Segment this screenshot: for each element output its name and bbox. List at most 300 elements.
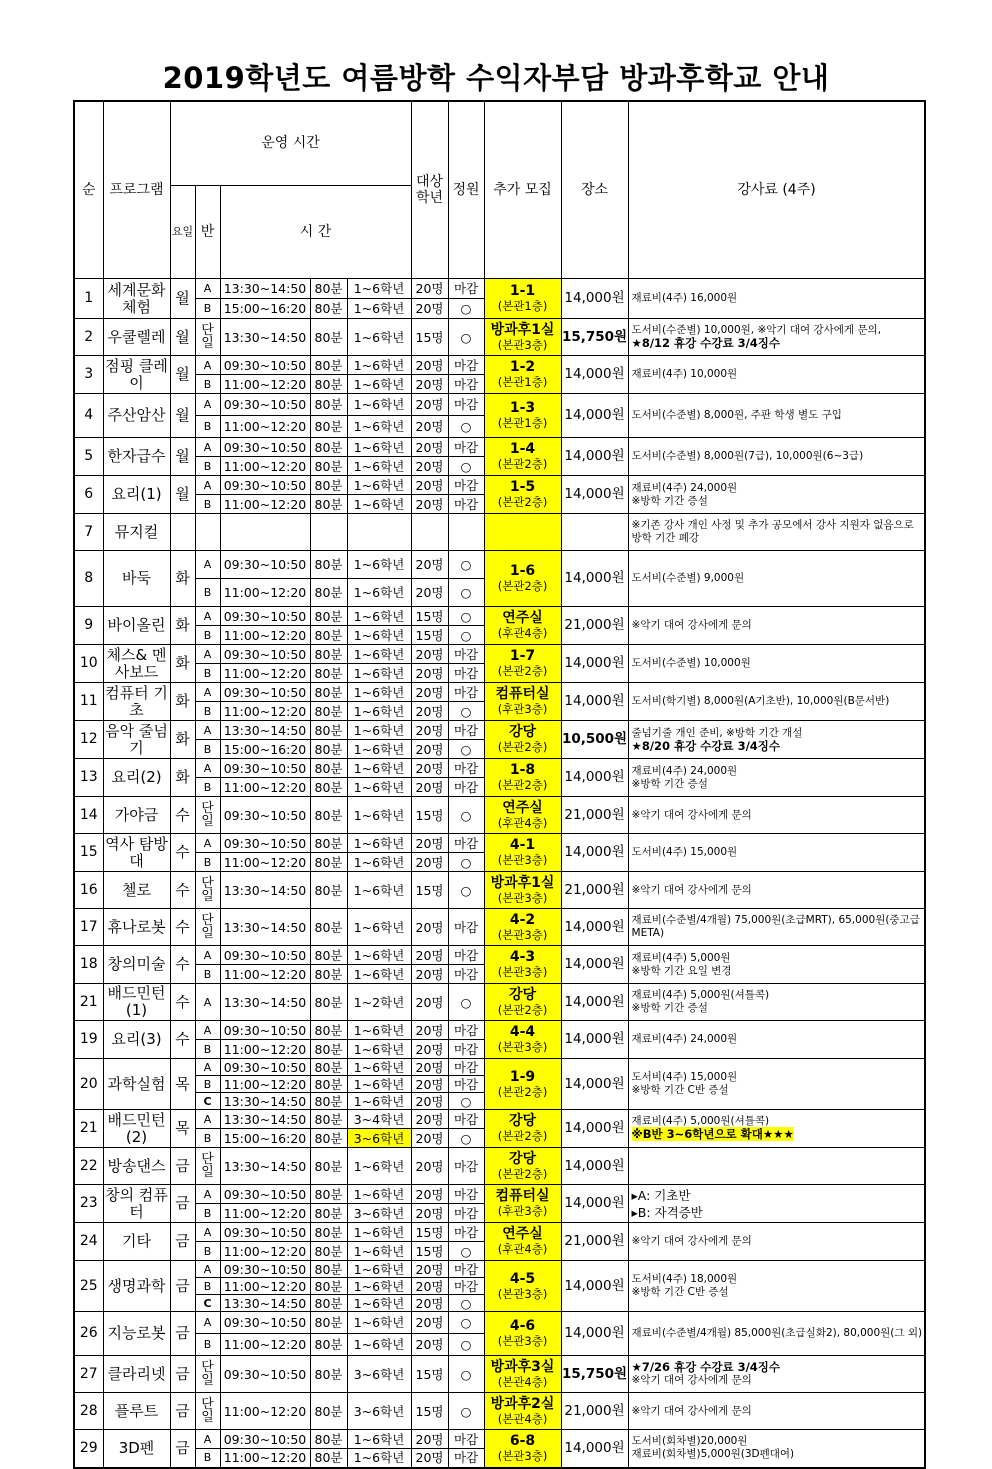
- notes-cell: [628, 1356, 925, 1393]
- time-range: 13:30~14:50: [220, 909, 310, 946]
- extra-recruit-status: 마감: [448, 495, 484, 514]
- capacity: 20명: [411, 664, 448, 683]
- target-grade: 1~6학년: [347, 279, 411, 299]
- location: [484, 1148, 561, 1185]
- program-number: 6: [74, 476, 103, 514]
- target-grade: 1~6학년: [347, 457, 411, 476]
- time-range: 09:30~10:50: [220, 834, 310, 853]
- location-room: 연주실: [502, 1226, 543, 1242]
- time-range: 13:30~14:50: [220, 872, 310, 909]
- class-label: A: [195, 438, 220, 457]
- capacity: 20명: [411, 416, 448, 438]
- table-row: [74, 834, 925, 853]
- target-grade: 1~2학년: [347, 984, 411, 1021]
- instructor-fee: 21,000원: [561, 1223, 628, 1261]
- program-name: 방송댄스: [103, 1148, 170, 1185]
- program-name: 배드민턴 (2): [103, 1110, 170, 1148]
- duration: 80분: [310, 356, 347, 375]
- extra-recruit-status: 마감: [448, 1449, 484, 1468]
- target-grade: 1~6학년: [347, 1261, 411, 1278]
- program-day: 수: [170, 1021, 195, 1059]
- time-range: 11:00~12:20: [220, 375, 310, 394]
- program-number: 3: [74, 356, 103, 394]
- class-label: B: [195, 457, 220, 476]
- time-range: 09:30~10:50: [220, 1185, 310, 1204]
- program-name: 플루트: [103, 1393, 170, 1430]
- target-grade: 1~6학년: [347, 607, 411, 626]
- location-room: 강당: [508, 1150, 537, 1167]
- class-label: B: [195, 495, 220, 514]
- location-building: (본관3층): [497, 853, 548, 867]
- class-label: B: [195, 1278, 220, 1295]
- target-grade: 1~6학년: [347, 438, 411, 457]
- target-grade: 1~6학년: [347, 834, 411, 853]
- duration: 80분: [310, 740, 347, 759]
- program-name: 생명과학: [103, 1261, 170, 1312]
- class-label: A: [195, 1223, 220, 1242]
- extra-recruit-status: ○: [448, 702, 484, 721]
- location-building: (본관1층): [497, 416, 548, 430]
- location: [484, 683, 561, 721]
- note-line: 재료비(4주) 5,000원(셔틀콕): [631, 989, 770, 1001]
- capacity: 20명: [411, 909, 448, 946]
- header-program: 프로그램: [103, 101, 170, 279]
- table-row: [74, 1312, 925, 1334]
- capacity: 20명: [411, 1148, 448, 1185]
- time-range: 11:00~12:20: [220, 1204, 310, 1223]
- extra-recruit-status: ○: [448, 872, 484, 909]
- program-name: 역사 탐방대: [103, 834, 170, 872]
- time-range: 09:30~10:50: [220, 683, 310, 702]
- note-line: 도서비(4주) 15,000원: [631, 846, 738, 858]
- notes-cell: [628, 514, 925, 551]
- class-label: A: [195, 476, 220, 495]
- class-label: B: [195, 1129, 220, 1148]
- location-room: 1-9: [509, 1068, 536, 1085]
- notes-cell: [628, 1021, 925, 1059]
- duration: 80분: [310, 1261, 347, 1278]
- program-number: 27: [74, 1356, 103, 1393]
- target-grade: 1~6학년: [347, 853, 411, 872]
- location-building: (본관1층): [497, 375, 548, 389]
- duration: 80분: [310, 1093, 347, 1110]
- note-line: 재료비(4주) 5,000원(셔틀콕): [631, 1115, 770, 1127]
- capacity: 20명: [411, 375, 448, 394]
- location: [484, 946, 561, 984]
- location-building: (본관3층): [497, 1448, 548, 1463]
- duration: 80분: [310, 1021, 347, 1040]
- class-label: B: [195, 1334, 220, 1356]
- location-building: (본관3층): [497, 1334, 548, 1348]
- program-number: 15: [74, 834, 103, 872]
- notes-cell: [628, 1261, 925, 1312]
- program-day: 금: [170, 1185, 195, 1223]
- class-label: B: [195, 626, 220, 645]
- capacity: 20명: [411, 1449, 448, 1468]
- location-building: (본관2층): [497, 664, 548, 678]
- duration: 80분: [310, 1334, 347, 1356]
- target-grade: 1~6학년: [347, 797, 411, 834]
- program-day: 금: [170, 1356, 195, 1393]
- capacity: 20명: [411, 457, 448, 476]
- target-grade: 3~6학년: [347, 1393, 411, 1430]
- location: [484, 645, 561, 683]
- capacity: 20명: [411, 853, 448, 872]
- table-body: [74, 279, 925, 1468]
- time-range: 11:00~12:20: [220, 1040, 310, 1059]
- target-grade: 1~6학년: [347, 579, 411, 607]
- time-range: 09:30~10:50: [220, 1059, 310, 1076]
- class-label: A: [195, 759, 220, 778]
- location: [484, 607, 561, 645]
- extra-recruit-status: 마감: [448, 965, 484, 984]
- capacity: [411, 514, 448, 551]
- program-day: 화: [170, 721, 195, 759]
- note-line: ★8/20 휴강 수강료 3/4징수: [631, 738, 781, 753]
- time-range: 13:30~14:50: [220, 1148, 310, 1185]
- extra-recruit-status: 마감: [448, 909, 484, 946]
- table-row: [74, 551, 925, 579]
- duration: 80분: [310, 1076, 347, 1093]
- table-row: [74, 1430, 925, 1449]
- location: [484, 1110, 561, 1148]
- location-building: (본관4층): [497, 1411, 548, 1426]
- time-range: 11:00~12:20: [220, 1393, 310, 1430]
- capacity: 20명: [411, 759, 448, 778]
- location-room: 1-8: [509, 762, 536, 778]
- extra-recruit-status: 마감: [448, 375, 484, 394]
- header-capacity: 정원: [448, 101, 484, 279]
- time-range: 11:00~12:20: [220, 495, 310, 514]
- instructor-fee: 14,000원: [561, 759, 628, 797]
- instructor-fee: 14,000원: [561, 1185, 628, 1223]
- note-line: ※악기 대여 강사에게 문의: [631, 1404, 752, 1417]
- class-label: B: [195, 299, 220, 319]
- capacity: 20명: [411, 721, 448, 740]
- program-number: 12: [74, 721, 103, 759]
- location-building: (후관3층): [497, 1204, 548, 1218]
- capacity: 20명: [411, 1059, 448, 1076]
- capacity: 20명: [411, 1430, 448, 1449]
- capacity: 15명: [411, 1223, 448, 1242]
- duration: 80분: [310, 1356, 347, 1393]
- capacity: 20명: [411, 683, 448, 702]
- duration: 80분: [310, 664, 347, 683]
- program-day: 금: [170, 1223, 195, 1261]
- time-range: 13:30~14:50: [220, 279, 310, 299]
- table-row: [74, 759, 925, 778]
- location: [484, 279, 561, 319]
- duration: 80분: [310, 1278, 347, 1295]
- time-range: 11:00~12:20: [220, 778, 310, 797]
- program-name: 지능로봇: [103, 1312, 170, 1356]
- program-day: 금: [170, 1430, 195, 1468]
- instructor-fee: 21,000원: [561, 1393, 628, 1430]
- table-row: [74, 1356, 925, 1393]
- class-label: A: [195, 645, 220, 664]
- table-row: [74, 1223, 925, 1242]
- capacity: 20명: [411, 438, 448, 457]
- extra-recruit-status: ○: [448, 1242, 484, 1261]
- program-number: 7: [74, 514, 103, 551]
- target-grade: 1~6학년: [347, 721, 411, 740]
- time-range: 09:30~10:50: [220, 607, 310, 626]
- duration: 80분: [310, 834, 347, 853]
- program-name: 세계문화 체험: [103, 279, 170, 319]
- instructor-fee: 14,000원: [561, 356, 628, 394]
- table-row: [74, 984, 925, 1021]
- note-line: 도서비(수준별) 9,000원: [631, 572, 745, 584]
- program-name: 3D펜: [103, 1430, 170, 1468]
- class-label: A: [195, 1110, 220, 1129]
- capacity: 15명: [411, 1242, 448, 1261]
- time-range: 11:00~12:20: [220, 416, 310, 438]
- time-range: 11:00~12:20: [220, 579, 310, 607]
- location-room: 방과후2실: [490, 1395, 555, 1412]
- note-line: ※방학 기간 C반 증설: [631, 1286, 729, 1298]
- capacity: 15명: [411, 1356, 448, 1393]
- target-grade: 1~6학년: [347, 1185, 411, 1204]
- time-range: 11:00~12:20: [220, 626, 310, 645]
- note-line: ▸B: 자격증반: [631, 1204, 703, 1220]
- notes-cell: [628, 438, 925, 476]
- target-grade: 1~6학년: [347, 702, 411, 721]
- extra-recruit-status: ○: [448, 1393, 484, 1430]
- program-name: 체스& 멘사보드: [103, 645, 170, 683]
- capacity: 20명: [411, 778, 448, 797]
- instructor-fee: 14,000원: [561, 551, 628, 607]
- location: [484, 759, 561, 797]
- extra-recruit-status: ○: [448, 1312, 484, 1334]
- location: [484, 1312, 561, 1356]
- time-range: 11:00~12:20: [220, 1242, 310, 1261]
- instructor-fee: 10,500원: [561, 721, 628, 759]
- duration: 80분: [310, 1148, 347, 1185]
- class-label: [195, 797, 220, 834]
- class-label: B: [195, 740, 220, 759]
- class-label: [195, 909, 220, 946]
- location-building: (본관3층): [497, 337, 548, 352]
- duration: 80분: [310, 1242, 347, 1261]
- target-grade: 1~6학년: [347, 1449, 411, 1468]
- location: [484, 1223, 561, 1261]
- time-range: 09:30~10:50: [220, 759, 310, 778]
- target-grade: 1~6학년: [347, 416, 411, 438]
- location-room: 4-6: [509, 1318, 536, 1334]
- duration: 80분: [310, 1110, 347, 1129]
- duration: 80분: [310, 626, 347, 645]
- table-row: [74, 909, 925, 946]
- duration: 80분: [310, 579, 347, 607]
- extra-recruit-status: 마감: [448, 1430, 484, 1449]
- location-room: 1-7: [509, 648, 536, 664]
- time-range: 11:00~12:20: [220, 664, 310, 683]
- location: [484, 721, 561, 759]
- target-grade: 1~6학년: [347, 1021, 411, 1040]
- location-room: 4-4: [509, 1024, 536, 1040]
- program-day: 월: [170, 279, 195, 319]
- location-room: 1-5: [509, 479, 536, 495]
- notes-cell: [628, 1430, 925, 1468]
- duration: 80분: [310, 1430, 347, 1449]
- time-range: 09:30~10:50: [220, 1312, 310, 1334]
- capacity: 20명: [411, 579, 448, 607]
- program-number: 29: [74, 1430, 103, 1468]
- target-grade: 1~6학년: [347, 645, 411, 664]
- program-name: 음악 줄넘기: [103, 721, 170, 759]
- class-label-text: 단일: [201, 913, 214, 941]
- location-room: 4-2: [509, 911, 536, 928]
- duration: 80분: [310, 872, 347, 909]
- location-room: 4-5: [509, 1270, 536, 1287]
- program-number: 21: [74, 1110, 103, 1148]
- instructor-fee: 21,000원: [561, 872, 628, 909]
- duration: [310, 514, 347, 551]
- program-number: 11: [74, 683, 103, 721]
- table-row: [74, 645, 925, 664]
- capacity: 20명: [411, 740, 448, 759]
- time-range: 13:30~14:50: [220, 721, 310, 740]
- capacity: 20명: [411, 834, 448, 853]
- notes-cell: [628, 356, 925, 394]
- capacity: 20명: [411, 1040, 448, 1059]
- program-day: [170, 514, 195, 551]
- class-label-text: 단일: [201, 876, 214, 904]
- instructor-fee: 21,000원: [561, 607, 628, 645]
- capacity: 20명: [411, 551, 448, 579]
- duration: 80분: [310, 778, 347, 797]
- target-grade: 1~6학년: [347, 1059, 411, 1076]
- program-number: 16: [74, 872, 103, 909]
- note-line: 재료비(4주) 5,000원: [631, 951, 731, 964]
- extra-recruit-status: 마감: [448, 834, 484, 853]
- target-grade: 1~6학년: [347, 1040, 411, 1059]
- duration: 80분: [310, 457, 347, 476]
- duration: 80분: [310, 299, 347, 319]
- table-header: [74, 101, 925, 279]
- program-day: 수: [170, 909, 195, 946]
- program-name: 뮤지컬: [103, 514, 170, 551]
- program-number: 26: [74, 1312, 103, 1356]
- program-name: 컴퓨터 기초: [103, 683, 170, 721]
- duration: 80분: [310, 1185, 347, 1204]
- time-range: 09:30~10:50: [220, 1223, 310, 1242]
- instructor-fee: 14,000원: [561, 476, 628, 514]
- instructor-fee: 21,000원: [561, 797, 628, 834]
- location-room: 4-3: [509, 949, 536, 965]
- class-label: C: [195, 1295, 220, 1312]
- target-grade: 1~6학년: [347, 1334, 411, 1356]
- location: [484, 1261, 561, 1312]
- program-number: 4: [74, 394, 103, 438]
- program-name: 첼로: [103, 872, 170, 909]
- class-label: A: [195, 683, 220, 702]
- note-highlight: ※B반 3~6학년으로 확대★★★: [631, 1127, 794, 1141]
- header-time: 시 간: [220, 185, 411, 278]
- notes-cell: [628, 1393, 925, 1430]
- note-line: ※악기 대여 강사에게 문의: [631, 619, 752, 631]
- extra-recruit-status: 마감: [448, 1059, 484, 1076]
- program-day: 금: [170, 1261, 195, 1312]
- location-building: (후관4층): [497, 815, 548, 830]
- extra-recruit-status: ○: [448, 626, 484, 645]
- location-room: 1-4: [509, 441, 536, 457]
- page-title: 2019학년도 여름방학 수익자부담 방과후학교 안내: [162, 61, 830, 95]
- duration: 80분: [310, 909, 347, 946]
- class-label: A: [195, 551, 220, 579]
- header-no: 순: [74, 101, 103, 279]
- extra-recruit-status: ○: [448, 1129, 484, 1148]
- notes-cell: [628, 551, 925, 607]
- note-line: 재료비(회차별)5,000원(3D펜대여): [631, 1448, 795, 1461]
- instructor-fee: 15,750원: [561, 319, 628, 356]
- class-label-text: 단일: [201, 1152, 214, 1180]
- duration: 80분: [310, 984, 347, 1021]
- instructor-fee: 14,000원: [561, 1110, 628, 1148]
- duration: 80분: [310, 1204, 347, 1223]
- duration: 80분: [310, 683, 347, 702]
- table-row: [74, 476, 925, 495]
- capacity: 15명: [411, 872, 448, 909]
- location-room: 방과후1실: [490, 321, 555, 338]
- target-grade: 1~6학년: [347, 664, 411, 683]
- location: [484, 356, 561, 394]
- program-number: 14: [74, 797, 103, 834]
- extra-recruit-status: 마감: [448, 1021, 484, 1040]
- extra-recruit-status: ○: [448, 1356, 484, 1393]
- program-day: 월: [170, 476, 195, 514]
- program-day: 수: [170, 984, 195, 1021]
- table-row: [74, 279, 925, 299]
- extra-recruit-status: 마감: [448, 1076, 484, 1093]
- extra-recruit-status: 마감: [448, 1204, 484, 1223]
- program-name: 우쿨렐레: [103, 319, 170, 356]
- time-range: 15:00~16:20: [220, 299, 310, 319]
- duration: 80분: [310, 375, 347, 394]
- notes-cell: [628, 1185, 925, 1223]
- class-label: A: [195, 1312, 220, 1334]
- location-room: 강당: [508, 986, 537, 1003]
- program-number: 17: [74, 909, 103, 946]
- notes-cell: [628, 279, 925, 319]
- note-line: ★7/26 휴강 수강료 3/4징수: [631, 1360, 781, 1374]
- program-name: 한자급수: [103, 438, 170, 476]
- location: [484, 438, 561, 476]
- target-grade: 1~6학년: [347, 683, 411, 702]
- table-row: [74, 1261, 925, 1278]
- target-grade: 1~6학년: [347, 1278, 411, 1295]
- extra-recruit-status: 마감: [448, 721, 484, 740]
- note-line: 줄넘기줄 개인 준비, ※방학 기간 개설: [631, 726, 803, 739]
- location-room: 4-1: [509, 837, 536, 853]
- program-day: 목: [170, 1110, 195, 1148]
- table-row: [74, 797, 925, 834]
- duration: 80분: [310, 853, 347, 872]
- program-name: 과학실험: [103, 1059, 170, 1110]
- location-building: (본관4층): [497, 1374, 548, 1389]
- location-building: (본관2층): [497, 1129, 548, 1143]
- class-label-text: 단일: [201, 323, 214, 351]
- note-line: ※방학 기간 증설: [631, 777, 708, 790]
- program-name: 바이올린: [103, 607, 170, 645]
- location: [484, 872, 561, 909]
- location-building: (본관2층): [497, 1002, 548, 1017]
- location: [484, 984, 561, 1021]
- location: [484, 1393, 561, 1430]
- extra-recruit-status: 마감: [448, 946, 484, 965]
- location-building: (본관2층): [497, 778, 548, 792]
- location: [484, 1021, 561, 1059]
